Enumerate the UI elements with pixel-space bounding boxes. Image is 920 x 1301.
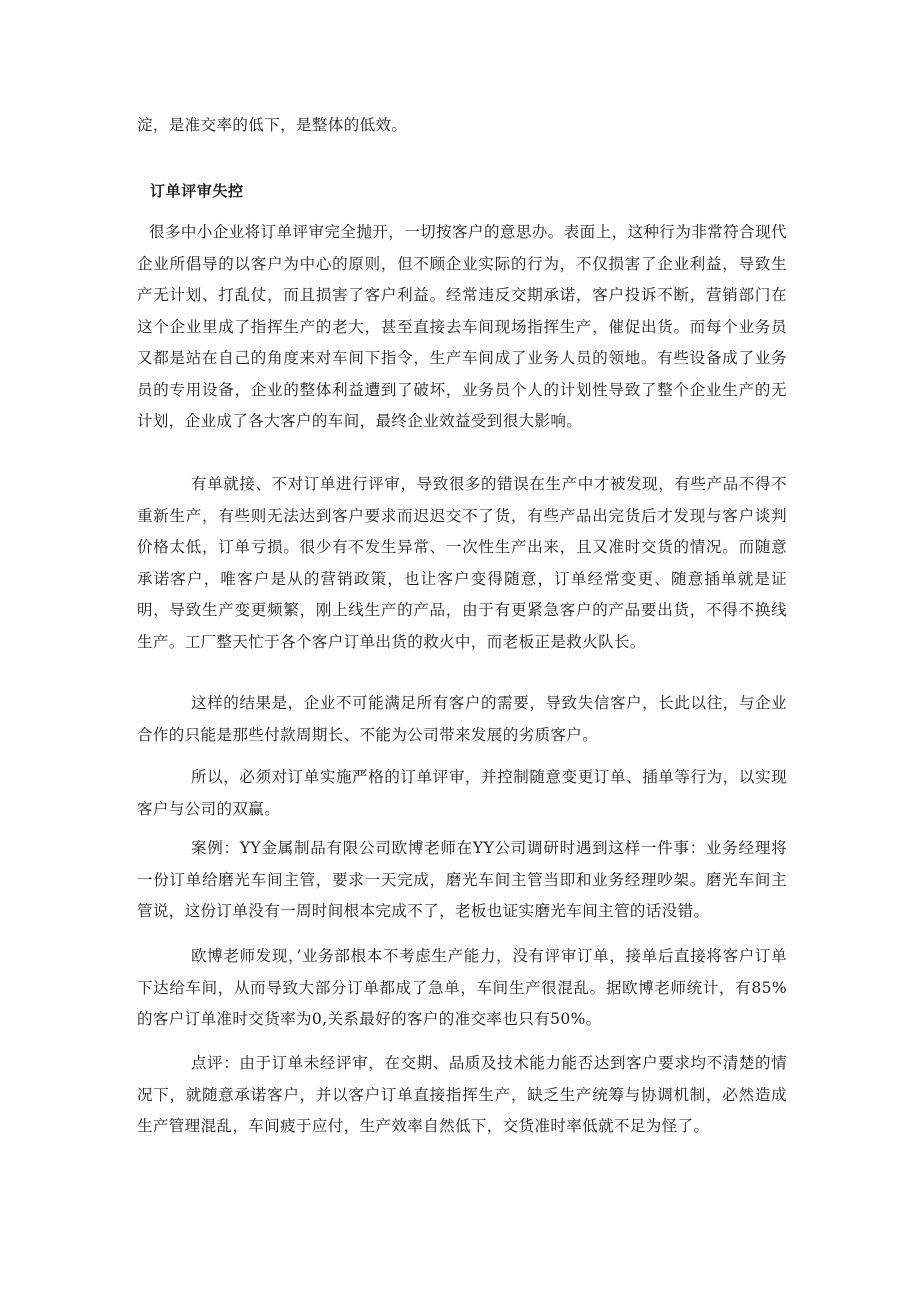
paragraph-intro: 很多中小企业将订单评审完全抛开，一切按客户的意思办。表面上，这种行为非常符合现代企业所倡导的以客户为中心的原则，但不顾企业实际的行为，不仅损害了企业利益，导致生产无计划、打乱仗，而且损害了客户利益。经常违反交期承诺，客户投诉不断，营销部门在这个企业里成了指挥生产的老大，甚至直接去车间现场指挥生产，催促出货。而每个业务员又都是站在自己的角度来对车间下指令，生产车间成了业务人员的领地。有些设备成了业务员的专用设备，企业的整体利益遭到了破坏，业务员个人的计划性导致了整个企业生产的无计划，企业成了各大客户的车间，最终企业效益受到很大影响。 — [137, 223, 787, 430]
paragraph-case: 案例：YY金属制品有限公司欧博老师在YY公司调研时遇到这样一件事：业务经理将一份订单给磨光车间主管，要求一天完成，磨光车间主管当即和业务经理吵架。磨光车间主管说，这份订单没有一周时间根本完成不了，老板也证实磨光车间主管的话没错。 — [137, 839, 787, 920]
paragraph-result: 这样的结果是，企业不可能满足所有客户的需要，导致失信客户，长此以往，与企业合作的只能是那些付款周期长、不能为公司带来发展的劣质客户。 — [137, 694, 787, 744]
paragraph-commentary: 点评：由于订单未经评审，在交期、品质及技术能力能否达到客户要求均不清楚的情况下，就随意承诺客户，并以客户订单直接指挥生产，缺乏生产统筹与协调机制，必然造成生产管理混乱，车间疲于应付，生产效率自然低下，交货准时率低就不足为怪了。 — [137, 1054, 787, 1135]
continuation-fragment: 淀，是准交率的低下，是整体的低效。 — [137, 116, 408, 134]
paragraph-findings: 欧博老师发现，’业务部根本不考虑生产能力，没有评审订单，接单后直接将客户订单下达给车间，从而导致大部分订单都成了急单，车间生产很混乱。据欧博老师统计，有85%的客户订单准时交货率为0,关系最好的客户的准交率也只有50%。 — [137, 947, 787, 1028]
paragraph-consequences: 有单就接、不对订单进行评审，导致很多的错误在生产中才被发现，有些产品不得不重新生产，有些则无法达到客户要求而迟迟交不了货，有些产品出完货后才发现与客户谈判价格太低，订单亏损。很少有不发生异常、一次性生产出来，且又准时交货的情况。而随意承诺客户，唯客户是从的营销政策，也让客户变得随意，订单经常变更、随意插单就是证明，导致生产变更频繁，刚上线生产的产品，由于有更紧急客户的产品要出货，不得不换线生产。工厂整天忙于各个客户订单出货的救火中，而老板正是救火队长。 — [137, 475, 787, 651]
section-heading: 订单评审失控 — [150, 182, 244, 200]
paragraph-recommendation: 所以，必须对订单实施严格的订单评审，并控制随意变更订单、插单等行为，以实现客户与公司的双赢。 — [137, 768, 787, 818]
